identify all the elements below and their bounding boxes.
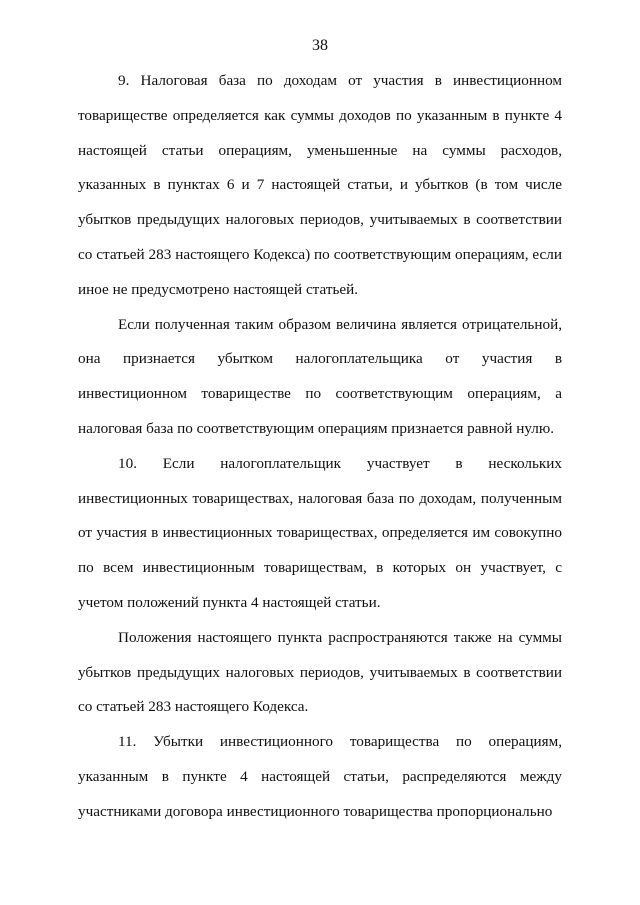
paragraph-9: 9. Налоговая база по доходам от участия в инвестиционном товариществе определяется как суммы доходов по указанным в пункте 4 настоящей статьи операциям, уменьшенные на суммы расходов, указанных в пунктах 6 и 7 настоящей статьи, и убытков (в том числе убытков предыдущих налоговых периодов, учитываемых в соответствии со статьей 283 настоящего Кодекса) по соответствующим операциям, если иное не предусмотрено настоящей статьей. [78, 72, 562, 298]
page-number: 38 [312, 37, 328, 54]
paragraph-11: 11. Убытки инвестиционного товарищества по операциям, указанным в пункте 4 настоящей статьи, распределяются между участниками договора инвестиционного товарищества пропорционально [78, 733, 562, 820]
paragraph-9-continuation: Если полученная таким образом величина является отрицательной, она признается убытком налогоплательщика от участия в инвестиционном товариществе по соответствующим операциям, а налоговая база по соответствующим операциям признается равной нулю. [78, 315, 562, 437]
document-body [78, 64, 562, 830]
paragraph-10-continuation: Положения настоящего пункта распространяются также на суммы убытков предыдущих налоговых периодов, учитываемых в соответствии со статьей 283 настоящего Кодекса. [78, 628, 562, 716]
paragraph-10: 10. Если налогоплательщик участвует в нескольких инвестиционных товариществах, налоговая база по доходам, полученным от участия в инвестиционных товариществах, определяется им совокупно по всем инвестиционным товариществам, в которых он участвует, с учетом положений пункта 4 настоящей статьи. [78, 454, 562, 611]
